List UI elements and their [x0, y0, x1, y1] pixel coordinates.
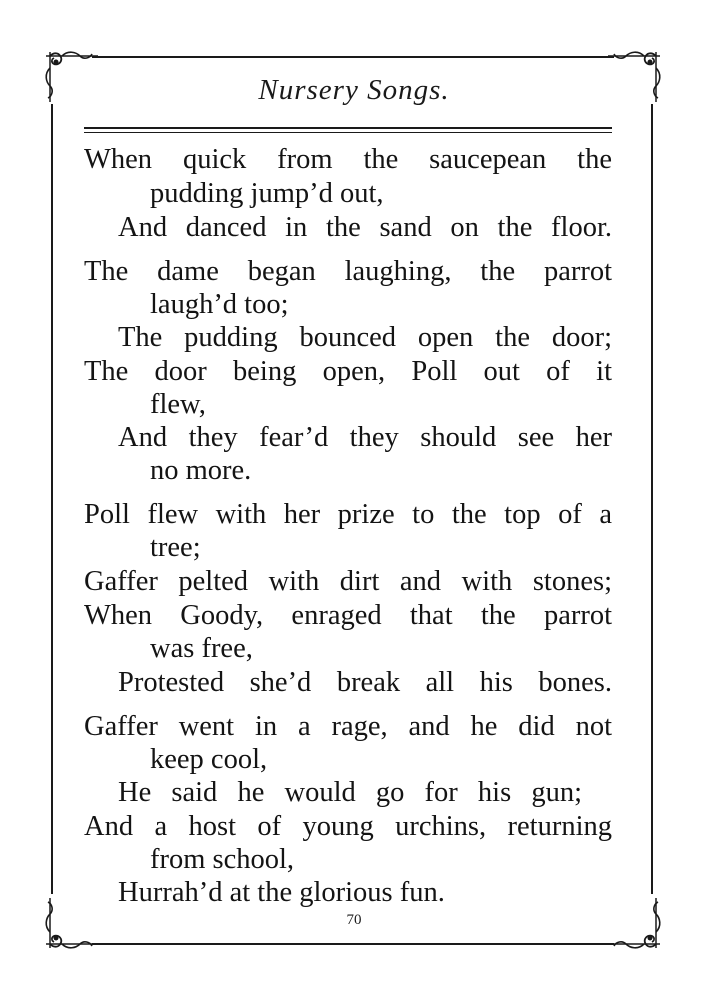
poem-line: Gaffer pelted with dirt and with stones; [84, 566, 612, 597]
poem-line: The dame began laughing, the parrot [84, 256, 612, 287]
poem-line: The pudding bounced open the door; [118, 322, 612, 353]
poem-line: He said he would go for his gun; [118, 777, 582, 808]
poem-line: no more. [150, 455, 252, 486]
poem-line: was free, [150, 633, 253, 664]
poem-line: Poll flew with her prize to the top of a [84, 499, 612, 530]
page-number: 70 [346, 912, 362, 928]
poem-line: flew, [150, 389, 206, 420]
running-header: Nursery Songs. [258, 74, 450, 106]
poem-line: And they fear’d they should see her [118, 422, 612, 453]
poem-line: When quick from the saucepean the [84, 144, 612, 175]
poem-line: Protested she’d break all his bones. [118, 667, 612, 698]
poem-line: from school, [150, 844, 295, 875]
poem-line: tree; [150, 532, 201, 563]
poem-line: Gaffer went in a rage, and he did not [84, 711, 612, 742]
poem-line: Hurrah’d at the glorious fun. [118, 877, 445, 908]
poem-line: laugh’d too; [150, 289, 289, 320]
poem-line: The door being open, Poll out of it [84, 356, 612, 387]
poem-line: And a host of young urchins, returning [84, 811, 612, 842]
poem-line: keep cool, [150, 744, 268, 775]
poem-line: pudding jump’d out, [150, 178, 384, 209]
poem-line: And danced in the sand on the floor. [118, 212, 612, 243]
poem-line: When Goody, enraged that the parrot [84, 600, 612, 631]
